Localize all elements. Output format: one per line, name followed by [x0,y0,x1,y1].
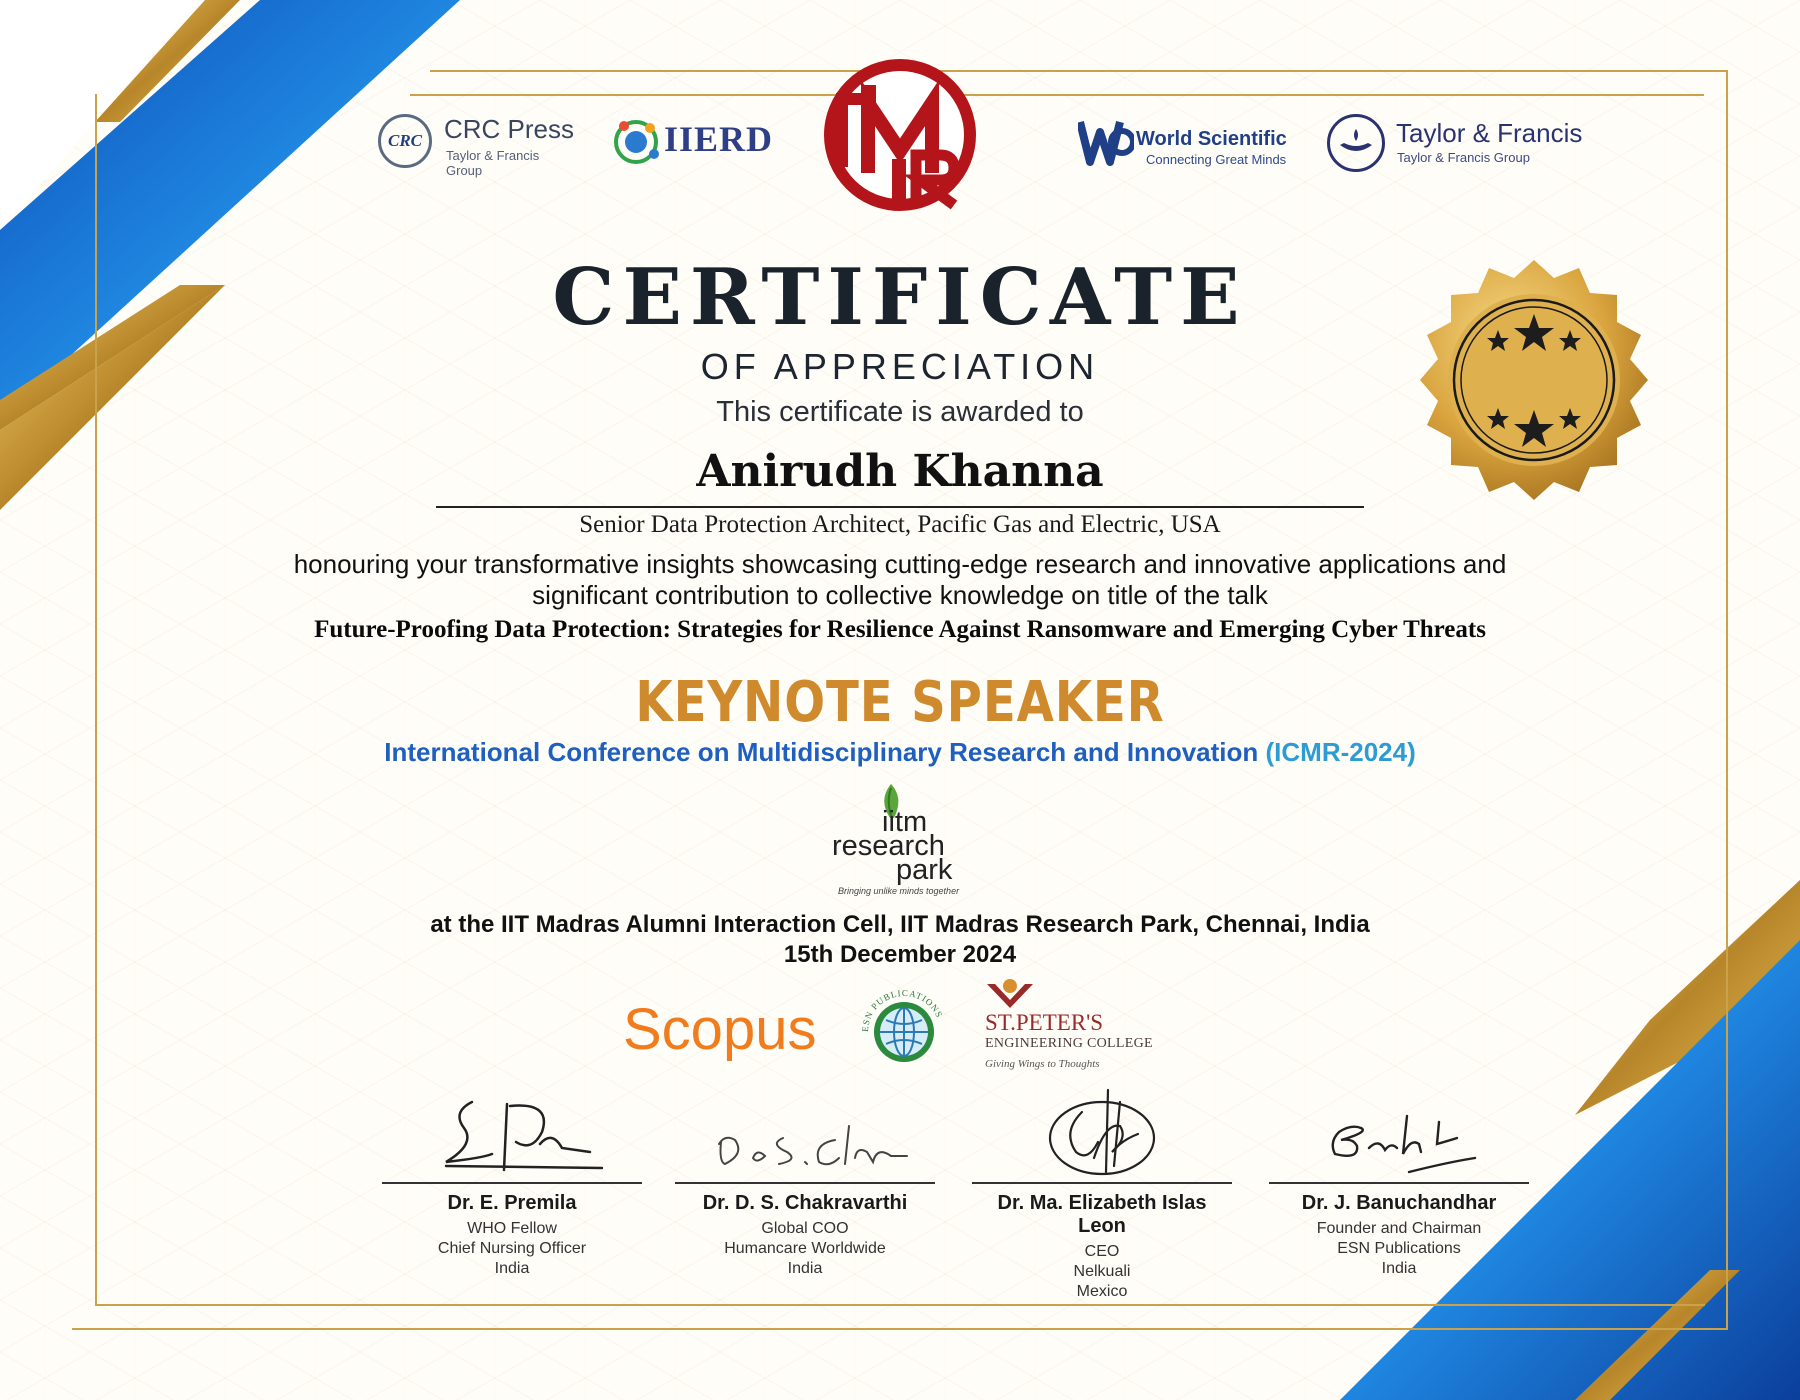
crc-press-sub: Taylor & Francis Group [446,148,540,178]
signature-line [675,1182,935,1184]
esn-publications-logo [858,984,950,1076]
awarded-to-text: This certificate is awarded to [716,396,1084,428]
signatory-name: Dr. J. Banuchandhar [1301,1191,1497,1214]
venue-block [0,910,1800,970]
certificate-subtitle: OF APPRECIATION [700,346,1100,387]
signatory-org: Humancare Worldwide [724,1239,886,1257]
event-date: 15th December 2024 [783,941,1017,968]
conference-tag: (ICMR-2024) [1265,737,1416,767]
certificate-title: CERTIFICATE [552,252,1248,343]
signature-premila [412,1082,612,1180]
signatory-4 [1269,1082,1529,1279]
st-peters-tagline: Giving Wings to Thoughts [985,1058,1100,1070]
signatory-details [675,1219,935,1279]
signatory-name: Dr. E. Premila [447,1191,577,1214]
scopus-logo: Scopus [623,997,817,1062]
world-scientific-name: World Scientific [1136,128,1287,150]
crc-press-logo [378,110,578,176]
st-peters-sub: ENGINEERING COLLEGE [985,1036,1153,1051]
frame-top-line-inner [410,94,1704,96]
iitm-tagline: Bringing unlike minds together [838,886,960,896]
iitm-line-2: research [832,830,945,862]
globe-people-icon [610,116,662,168]
signatory-title: Global COO [761,1219,849,1237]
signatory-details [972,1242,1232,1302]
iitm-research-park-logo [830,782,980,900]
recipient-role: Senior Data Protection Architect, Pacific Gas and Electric, USA [579,511,1221,538]
signature-line [382,1182,642,1184]
iierd-logo [610,112,775,172]
taylor-francis-name: Taylor & Francis [1396,118,1583,148]
cmr-logo [820,55,980,215]
signatory-org: Chief Nursing Officer [437,1239,587,1257]
signatory-1 [382,1082,642,1279]
st-peters-logo [985,980,1175,1072]
signature-chakravarthi [695,1082,915,1180]
honour-text [0,549,1800,611]
signatory-country: India [1381,1259,1417,1277]
esn-arc-text: ESN PUBLICATIONS [859,987,945,1033]
signatory-org: ESN Publications [1337,1239,1461,1257]
iitm-line-3: park [896,854,953,886]
crc-press-name: CRC Press [444,114,575,144]
talk-title: Future-Proofing Data Protection: Strategies for Resilience Against Ransomware and Emerging Cyber Threats [314,616,1486,643]
signature-line [972,1182,1232,1184]
signatory-title: WHO Fellow [467,1219,557,1237]
signature-line [1269,1182,1529,1184]
signatory-details [382,1219,642,1279]
world-scientific-logo [1078,114,1298,174]
keynote-heading: KEYNOTE SPEAKER [635,670,1165,735]
frame-top-line [430,70,1728,72]
signature-islas-leon [1002,1082,1202,1180]
recipient-name: Anirudh Khanna [696,446,1104,497]
iitm-line-1: iitm [882,806,928,838]
signature-banuchandhar [1299,1082,1499,1180]
lamp-icon [1327,114,1385,172]
signatory-name: Dr. Ma. Elizabeth Islas Leon [997,1191,1207,1237]
iierd-name: IIERD [664,119,774,159]
signatory-title: CEO [1084,1242,1120,1260]
signatory-country: Mexico [1076,1282,1128,1300]
signatory-country: India [787,1259,823,1277]
st-peters-name: ST.PETER'S [985,1010,1104,1035]
conference-title: International Conference on Multidisciplinary Research and Innovation [384,737,1259,767]
signatory-2 [675,1082,935,1279]
st-peters-emblem-icon [985,976,1035,1010]
taylor-francis-logo [1327,112,1587,178]
name-underline [436,506,1364,508]
honour-line-2: significant contribution to collective knowledge on title of the talk [532,580,1268,610]
signatory-title: Founder and Chairman [1316,1219,1482,1237]
signatory-3 [972,1082,1232,1302]
venue-text: at the IIT Madras Alumni Interaction Cell, IIT Madras Research Park, Chennai, India [430,911,1370,938]
signatory-name: Dr. D. S. Chakravarthi [702,1191,908,1214]
taylor-francis-sub: Taylor & Francis Group [1397,150,1530,165]
world-scientific-sub: Connecting Great Minds [1146,152,1287,167]
signatory-country: India [494,1259,530,1277]
signatory-org: Nelkuali [1073,1262,1131,1280]
crc-badge-icon: CRC [378,114,432,168]
signatory-details [1269,1219,1529,1279]
ws-mark-icon [1078,118,1134,166]
conference-name [0,737,1800,768]
honour-line-1: honouring your transformative insights showcasing cutting-edge research and innovative applications and [293,549,1507,579]
